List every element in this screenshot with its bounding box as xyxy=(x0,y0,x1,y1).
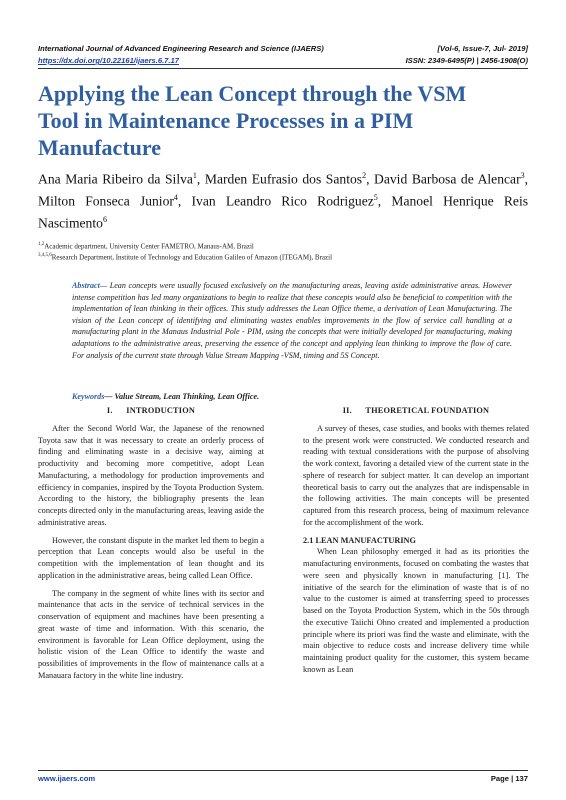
author-name: Ana Maria Ribeiro da Silva xyxy=(38,171,193,187)
subsection-heading: 2.1 LEAN MANUFACTURING xyxy=(303,535,417,545)
author-list: Ana Maria Ribeiro da Silva$^1$, Marden Eufrasio dos Santos$^2$, David Barbosa de Alencar$^3$, Milton Fonseca Junior$^4$, Ivan Leandro Rico Rodriguez$^5$, Manoel Henrique Reis Nascimento$^6$ xyxy=(38,171,529,231)
author-name: Ivan Leandro Rico Rodriguez xyxy=(191,193,374,209)
affiliation-2 xyxy=(38,253,528,261)
abstract-label: Abstract xyxy=(72,281,100,290)
keywords xyxy=(72,392,512,401)
affiliation-1 xyxy=(38,242,528,250)
paragraph: When Lean philosophy emerged it had as its priorities the manufacturing environments, focused on combating the wastes that were seen and physically known in manufacturing [1]. The initiative of the search for the elimination of waste that is of no value to the customer is aimed at transferring speed to processes based on the Toyota Production System, which in the 50s through the executive Taiichi Ohno created and implemented a production principle where its priori was find the waste and eliminate, with the main objective to reduce costs and increase delivery time while maintaining product quality for the customer, this system became known as Lean xyxy=(303,547,529,674)
journal-name: International Journal of Advanced Engineering Research and Science (IJAERS) xyxy=(38,44,324,53)
author-sup: 5 xyxy=(373,193,378,203)
author-name: David Barbosa de Alencar xyxy=(374,171,521,187)
header-rule xyxy=(38,68,528,69)
affiliation-sup: 1,2 xyxy=(38,242,45,247)
affiliation-text: Research Department, Institute of Technology and Education Galileo of Amazon (ITEGAM), Brazil xyxy=(51,253,333,262)
keywords-text: — Value Stream, Lean Thinking, Lean Office. xyxy=(104,392,260,401)
paper-title: Applying the Lean Concept through the VSM Tool in Maintenance Processes in a PIM Manufacture xyxy=(38,81,467,160)
section-heading-theoretical-foundation: II. THEORETICAL FOUNDATION xyxy=(342,406,490,415)
abstract xyxy=(72,280,512,361)
section-heading-introduction: I. INTRODUCTION xyxy=(106,406,196,415)
issn-info: ISSN: 2349-6495(P) | 2456-1908(O) xyxy=(405,56,528,65)
author-name: Manoel Henrique Reis Nascimento xyxy=(38,193,529,231)
volume-info: [Vol-6, Issue-7, Jul- 2019] xyxy=(437,44,528,53)
keywords-label: Keywords xyxy=(72,392,105,401)
author-name: Milton Fonseca Junior xyxy=(38,193,174,209)
affiliation-text: Academic department, University Center FAMETRO, Manaus-AM, Brazil xyxy=(44,242,254,251)
paragraph: However, the constant dispute in the market led them to begin a perception that Lean concepts would also be useful in the competition with the implementation of lean thought and its application in the administrative areas, being called Lean Office. xyxy=(38,535,264,580)
paragraph: After the Second World War, the Japanese of the renowned Toyota saw that it was necessary to create an orderly process of finding and eliminating waste in a decisive way, aiming at productivity and becoming more competitive, adopt Lean Manufacturing, a methodology for production improvements and efficiency in companies, inspired by the Toyota Production System. According to the history, the bibliography presents the lean concepts directed only in the manufacturing areas, leaving aside the administrative areas. xyxy=(38,423,264,527)
author-sup: 3 xyxy=(520,171,525,180)
author-name: Marden Eufrasio dos Santos xyxy=(204,171,363,187)
left-column xyxy=(38,405,264,688)
journal-site-link[interactable]: www.ijaers.com xyxy=(38,774,96,783)
affiliation-sup: 3,4,5,6 xyxy=(38,253,52,258)
footer-rule xyxy=(38,770,528,771)
author-sup: 1 xyxy=(192,171,197,180)
page-number: Page | 137 xyxy=(490,774,528,783)
paragraph: The company in the segment of white lines with its sector and maintenance that acts in the service of technical services in the conservation of equipment and machines have been presenting a great waste of time and information. With this scenario, the environment is favorable for Lean Office deployment, using the holistic vision of the Lean Office to identify the waste and possibilities of improvements in the flow of maintenance calls at a Manauara factory in the white line industry. xyxy=(38,588,264,680)
right-column xyxy=(303,405,529,682)
doi-link[interactable]: https://dx.doi.org/10.22161/ijaers.6.7.17 xyxy=(38,56,179,65)
author-sup: 2 xyxy=(362,171,367,180)
paragraph: A survey of theses, case studies, and books with themes related to the present work were constructed. We conducted research and reading with textual considerations with the purpose of absolving the work context, favoring a detailed view of the current state in the sphere of research for subject matter. It can develop an important theoretical basis to carry out the analyzes that are indispensable in the following activities. The main concepts will be presented captured from this research process, being of maximum relevance for the accomplishment of the work. xyxy=(303,423,529,527)
author-sup: 6 xyxy=(102,215,107,225)
abstract-text: — Lean concepts were usually focused exclusively on the manufacturing areas, leaving aside administrative areas. However intense competition has led many organizations to begin to realize that these concepts would also be beneficial to competition with the implementation of lean thinking in their offices. This study addresses the Lean Office theme, a derivation of Lean Manufacturing. The vision of the Lean concept of identifying and eliminating wastes enables improvements in the flow of service call handling at a manufacturing plant in the Manaus Industrial Pole - PIM, using the concepts that were initially developed for manufacturing, making adaptations to the administrative areas, preserving the essence of the concept and applying lean thinking to improve the flow of care. For analysis of the current state through Value Stream Mapping -VSM, timing and 5S Concept. xyxy=(72,281,512,360)
author-sup: 4 xyxy=(173,193,178,203)
